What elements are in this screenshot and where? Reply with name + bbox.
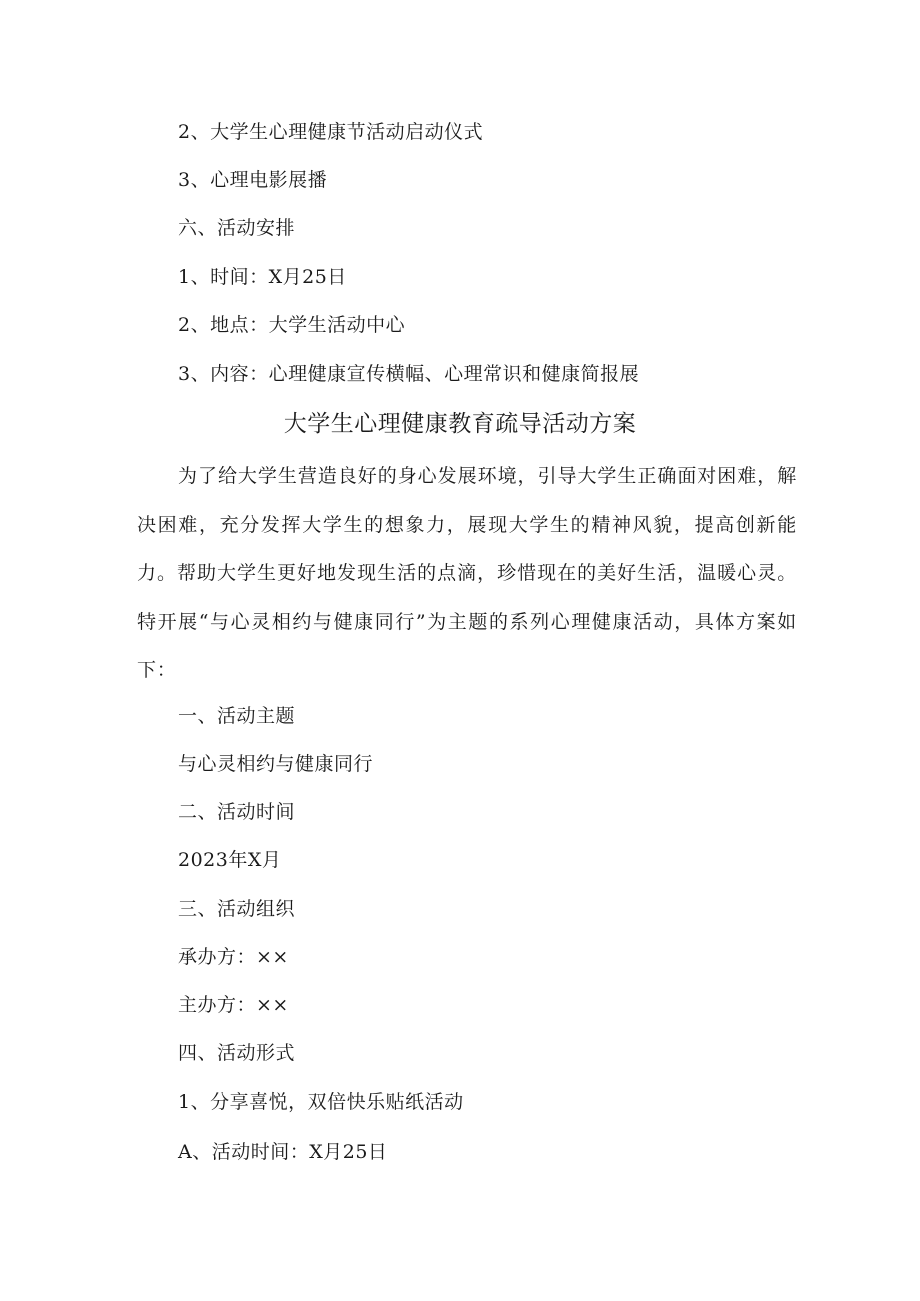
list-item: 承办方：×× bbox=[178, 946, 289, 968]
section-heading: 六、活动安排 bbox=[178, 217, 296, 239]
document-title: 大学生心理健康教育疏导活动方案 bbox=[283, 411, 637, 437]
section-heading: 二、活动时间 bbox=[178, 801, 296, 823]
list-item: 主办方：×× bbox=[178, 994, 289, 1016]
list-item: 2、地点：大学生活动中心 bbox=[178, 314, 406, 336]
list-item: 1、分享喜悦，双倍快乐贴纸活动 bbox=[178, 1091, 464, 1113]
list-item: 2023年X月 bbox=[178, 849, 282, 871]
list-item: 2、大学生心理健康节活动启动仪式 bbox=[178, 121, 484, 143]
section-heading: 一、活动主题 bbox=[178, 705, 296, 727]
section-heading: 四、活动形式 bbox=[178, 1042, 296, 1064]
intro-paragraph: 为了给大学生营造良好的身心发展环境，引导大学生正确面对困难，解决困难，充分发挥大学生的想象力，展现大学生的精神风貌，提高创新能力。帮助大学生更好地发现生活的点滴，珍惜现在的美好生活，温暖心灵。特开展“与心灵相约与健康同行”为主题的系列心理健康活动，具体方案如下： bbox=[137, 465, 797, 681]
list-item: 1、时间：X月25日 bbox=[178, 266, 347, 288]
list-item: A、活动时间：X月25日 bbox=[178, 1141, 388, 1163]
list-item: 3、内容：心理健康宣传横幅、心理常识和健康简报展 bbox=[178, 363, 640, 385]
list-item: 3、心理电影展播 bbox=[178, 169, 328, 191]
section-heading: 三、活动组织 bbox=[178, 898, 296, 920]
list-item: 与心灵相约与健康同行 bbox=[178, 753, 374, 775]
